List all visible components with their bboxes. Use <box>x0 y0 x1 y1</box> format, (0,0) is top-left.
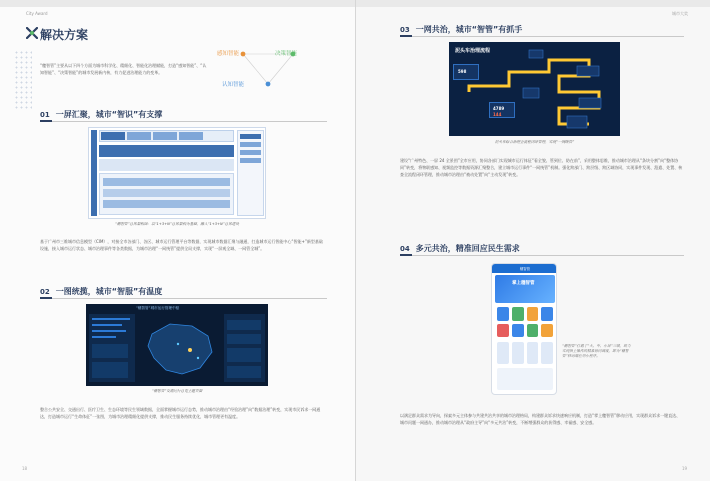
top-bar <box>0 0 355 7</box>
section-number: 01 <box>40 110 50 119</box>
section-title: 一图统揽，城市“智服”有温度 <box>55 287 163 296</box>
phone-banner: 掌上穗智管 <box>512 281 535 286</box>
section-02-heading <box>40 286 162 297</box>
section-title: 一网共治，城市“智管”有抓手 <box>415 25 523 34</box>
phone-header: 穗智管 <box>519 267 531 271</box>
mobile-app-mockup <box>491 263 557 395</box>
section-04-body: 以满足群众需求为导向，探索多元主体参与共建共治共享的城市治理格局，构建群众诉求快速响应机制，打造“掌上穗智管”移动应用，实现群众诉求一键直达、城市问题一网通办，推动城市治理从“政府主导”向“多元共治”转变，不断增强群众的获得感、幸福感、安全感。 <box>400 413 681 425</box>
section-02-body: 整合公共安全、交通出行、医疗卫生、生态环境等民生领域数据，全面掌握城市运行态势，推动城市治理由“经验治理”向“数据治理”转变，实现市民诉求一网通达，打造城市运行“生命体征”一张图，为城市治理精细化提供支撑，推动民生服务持续优化，城市管理更有温度。 <box>40 407 321 419</box>
decorative-dots <box>14 50 32 110</box>
page-number: 18 <box>22 466 28 471</box>
perception-label: 感知智能 <box>217 51 240 57</box>
section-number: 02 <box>40 287 50 296</box>
section-03-body: 建设“广州特色、一屏 24 全景图”全市应用，协同各部门实现城市运行体征“看全貌、管到位、防在前”，采用整体思维，推动城市治理从“条块分割”向“整体协同”转变，将物联感知、视频监控等数据资源汇聚整合，建立城市运行事件“一网统管”机制。强化跨部门、跨层级、跨区域协同，实现事件发现、派遣、处置、核查全流程闭环管理，推动城市治理由“被动处置”向“主动发现”转变。 <box>400 158 683 177</box>
right-page <box>355 0 710 481</box>
solution-x-icon <box>26 27 38 39</box>
section-number: 04 <box>400 244 410 253</box>
section-01-caption: “穗智管”总体架构图：以“1+3+N”总体架构为基础，融入“1+3+N”总体建设 <box>115 222 239 226</box>
page-header: City Award <box>26 11 48 16</box>
section-number: 03 <box>400 25 410 34</box>
section-underline <box>40 120 52 122</box>
section-divider <box>412 255 684 256</box>
cognition-label: 认知智能 <box>222 82 245 88</box>
stat-2: 4789 <box>493 106 505 111</box>
page-header: 城市大奖 <box>672 11 688 16</box>
section-04-heading <box>400 243 520 254</box>
dashboard-title: “穗智管”城市运行管理中枢 <box>136 306 180 310</box>
section-underline <box>400 254 412 256</box>
section-title: 多元共治，精准回应民生需求 <box>415 244 520 253</box>
section-title: 一屏汇聚，城市“智识”有支撑 <box>55 110 163 119</box>
section-03-caption: 泥头车综合治理全流程闭环管理，实现“一网统管” <box>494 140 575 144</box>
intro-text: “穗智管”主要从以下四个方面为城市科学化、精细化、智能化治理赋能，打造“感知智能”、“认知智能”、“决策智能”的城市发展新内核，有力促进治理能力的变革。 <box>40 63 207 75</box>
section-03-heading <box>400 24 522 35</box>
architecture-diagram <box>88 127 266 219</box>
section-underline <box>40 297 52 299</box>
section-02-caption: “穗智管”交通运行总览主题页面 <box>151 389 203 393</box>
section-divider <box>52 298 327 299</box>
top-bar <box>356 0 710 7</box>
decision-label: 决策智能 <box>275 51 298 57</box>
section-01-body: 基于广州市三维城市信息模型（CIM），对接全市各部门、各区、城市运行管理平台等数据，实现城市数据汇聚与融通，打造城市运行智能中心“智能+”新型基础设施，接入城市运行状态、城市治理事件等各类数据，为城市治理“一网统管”提供全局支撑，实现“一屏观全域、一网管全城”。 <box>40 239 323 251</box>
page-title: 解决方案 <box>40 28 89 42</box>
traffic-dashboard <box>86 304 268 386</box>
section-divider <box>412 36 684 37</box>
section-divider <box>52 121 327 122</box>
section-underline <box>400 35 412 37</box>
page-number: 19 <box>682 466 688 471</box>
stat-1: 598 <box>458 69 467 74</box>
section-04-caption: “穗智管”打通了“大、中、小屏”三端，助力实现指上操作的精准协同调度，即为“穗智管”移动端应用小程序。 <box>562 344 631 358</box>
mud-truck-screen <box>449 42 620 136</box>
stat-3: 144 <box>493 112 502 117</box>
screen-title: 泥头车治理流程 <box>455 48 491 54</box>
section-01-heading <box>40 109 162 120</box>
